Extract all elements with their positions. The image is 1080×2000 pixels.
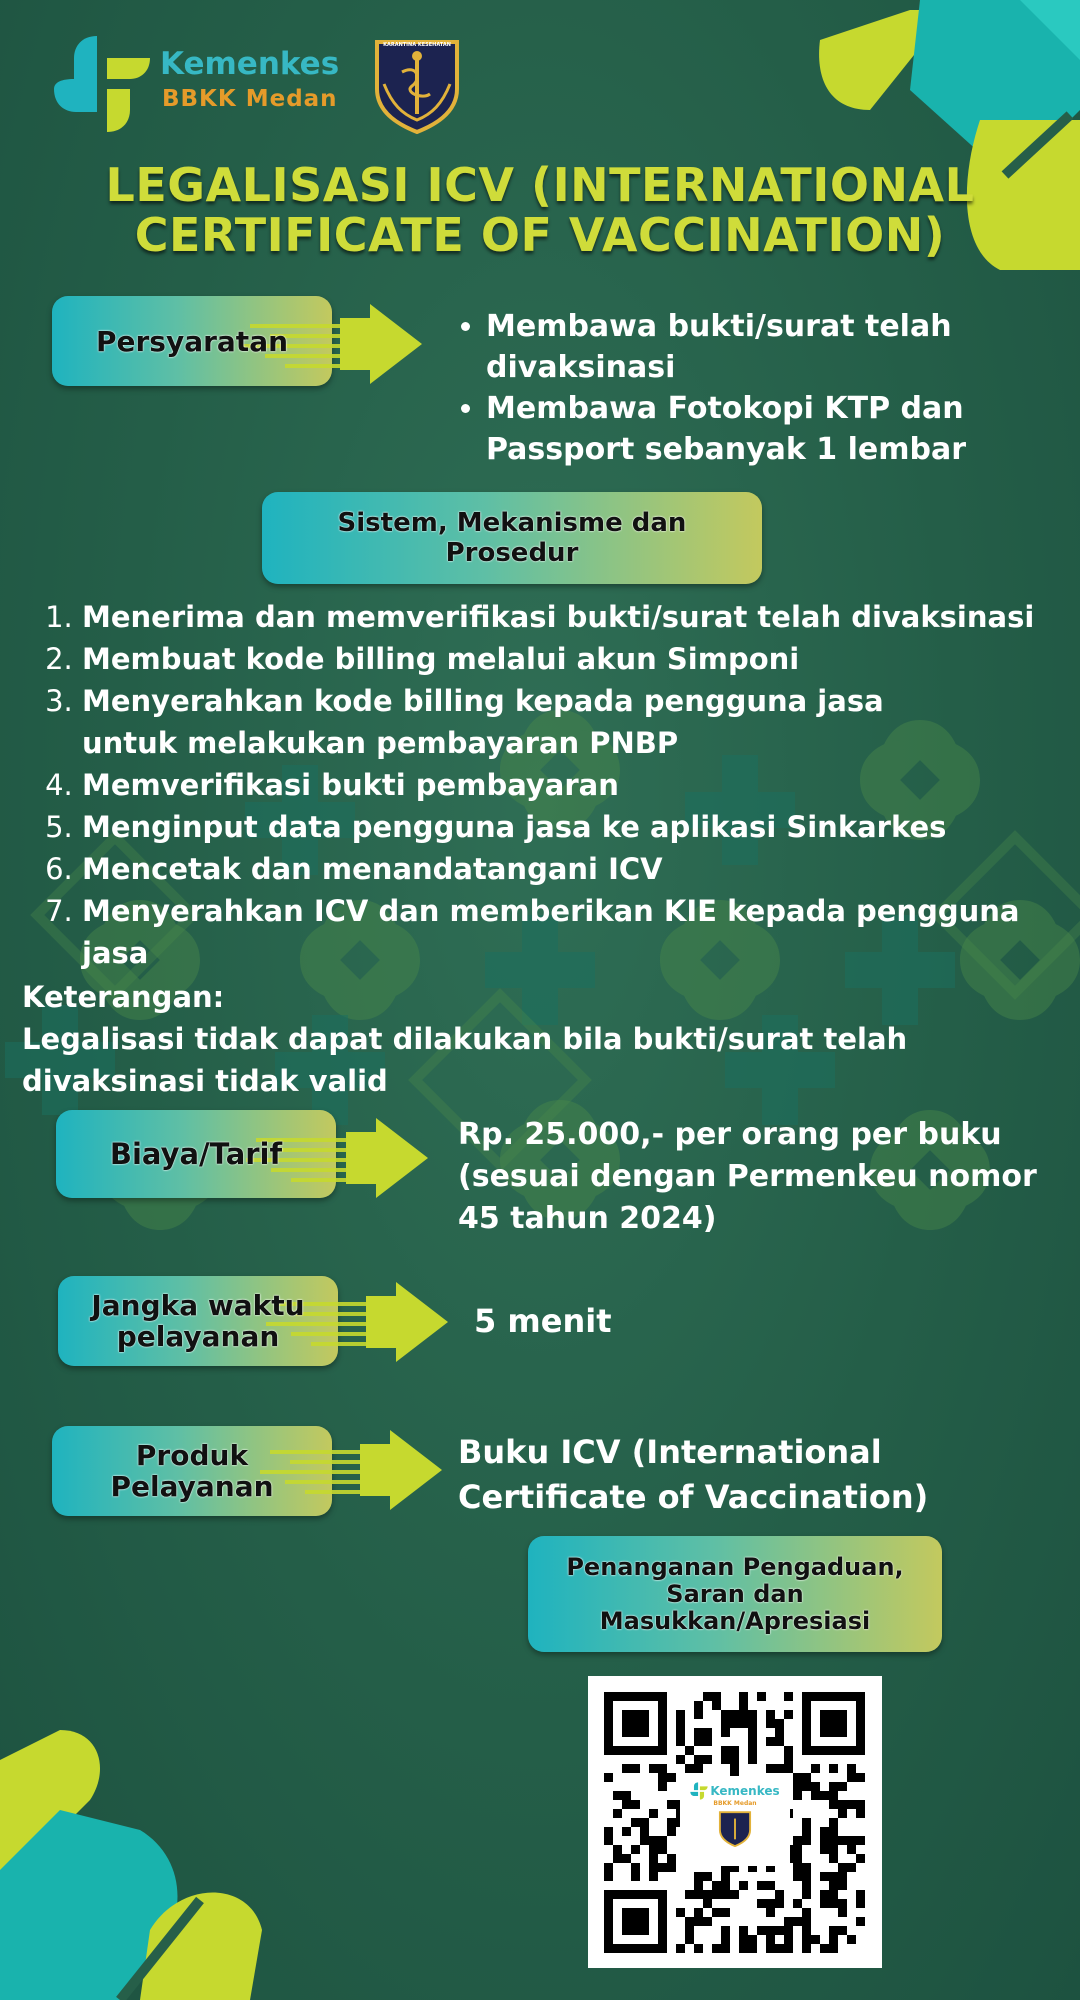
karantina-emblem-icon	[372, 34, 462, 134]
corner-decoration-bottom-left	[0, 1730, 280, 2000]
procedure-step: 2. Membuat kode billing melalui akun Simponi	[82, 638, 1062, 680]
product-label-line-1: Produk	[135, 1439, 249, 1472]
product-arrow-icon	[260, 1430, 442, 1510]
qr-logo-name: Kemenkes	[710, 1784, 780, 1798]
title-line-2: CERTIFICATE OF VACCINATION)	[134, 208, 946, 262]
product-label-line-2: Pelayanan	[110, 1470, 274, 1503]
product-value: Buku ICV (International Certificate of Vaccination)	[458, 1433, 929, 1516]
procedure-step: 3. Menyerahkan kode billing kepada pengguna jasa untuk melakukan pembayaran PNBP	[82, 680, 1062, 764]
requirement-item: • Membawa Fotokopi KTP dan Passport sebanyak 1 lembar	[486, 388, 1012, 470]
note-heading: Keterangan:	[22, 980, 225, 1014]
logo-sub: BBKK Medan	[162, 86, 338, 112]
kemenkes-logo-icon	[52, 34, 152, 134]
qr-code[interactable]	[588, 1676, 882, 1968]
page-title	[0, 160, 1080, 260]
procedure-step: 5. Menginput data pengguna jasa ke aplikasi Sinkarkes	[82, 806, 1062, 848]
requirements-list	[452, 306, 1012, 470]
kemenkes-logo	[52, 34, 352, 134]
fee-value: Rp. 25.000,- per orang per buku (sesuai dengan Permenkeu nomor 45 tahun 2024)	[458, 1117, 1037, 1236]
qr-logo-sub: BBKK Medan	[713, 1800, 757, 1807]
duration-value: 5 menit	[474, 1302, 612, 1340]
qr-center-logo	[680, 1776, 790, 1866]
logo-name: Kemenkes	[160, 46, 340, 82]
procedure-label-line-2: Prosedur	[445, 538, 579, 568]
procedure-step: 7. Menyerahkan ICV dan memberikan KIE kepada pengguna jasa	[82, 890, 1062, 974]
procedure-step: 4. Memverifikasi bukti pembayaran	[82, 764, 1062, 806]
duration-label-line-1: Jangka waktu	[91, 1289, 305, 1322]
procedure-step: 6. Mencetak dan menandatangani ICV	[82, 848, 1062, 890]
requirement-item: • Membawa bukti/surat telah divaksinasi	[486, 306, 1012, 388]
fee-label: Biaya/Tarif	[109, 1137, 283, 1171]
emblem-text: KARANTINA KESEHATAN	[383, 42, 451, 48]
duration-label-line-2: pelayanan	[116, 1320, 280, 1353]
requirements-label: Persyaratan	[95, 324, 289, 358]
note-text: Legalisasi tidak dapat dilakukan bila bukti/surat telah divaksinasi tidak valid	[22, 1022, 908, 1098]
qr-kemenkes-icon	[690, 1782, 708, 1800]
complaint-line-3: Masukkan/Apresiasi	[599, 1606, 871, 1635]
procedure-step: 1. Menerima dan memverifikasi bukti/surat telah divaksinasi	[82, 596, 1062, 638]
complaint-label-pill	[528, 1536, 942, 1652]
procedure-label-line-1: Sistem, Mekanisme dan	[337, 508, 687, 538]
title-line-1: LEGALISASI ICV (INTERNATIONAL	[105, 158, 975, 212]
procedure-steps	[22, 596, 1062, 974]
procedure-label-pill	[262, 492, 762, 584]
complaint-line-2: Saran dan	[666, 1579, 804, 1608]
qr-emblem-icon	[718, 1809, 752, 1847]
complaint-line-1: Penanganan Pengaduan,	[566, 1552, 904, 1581]
